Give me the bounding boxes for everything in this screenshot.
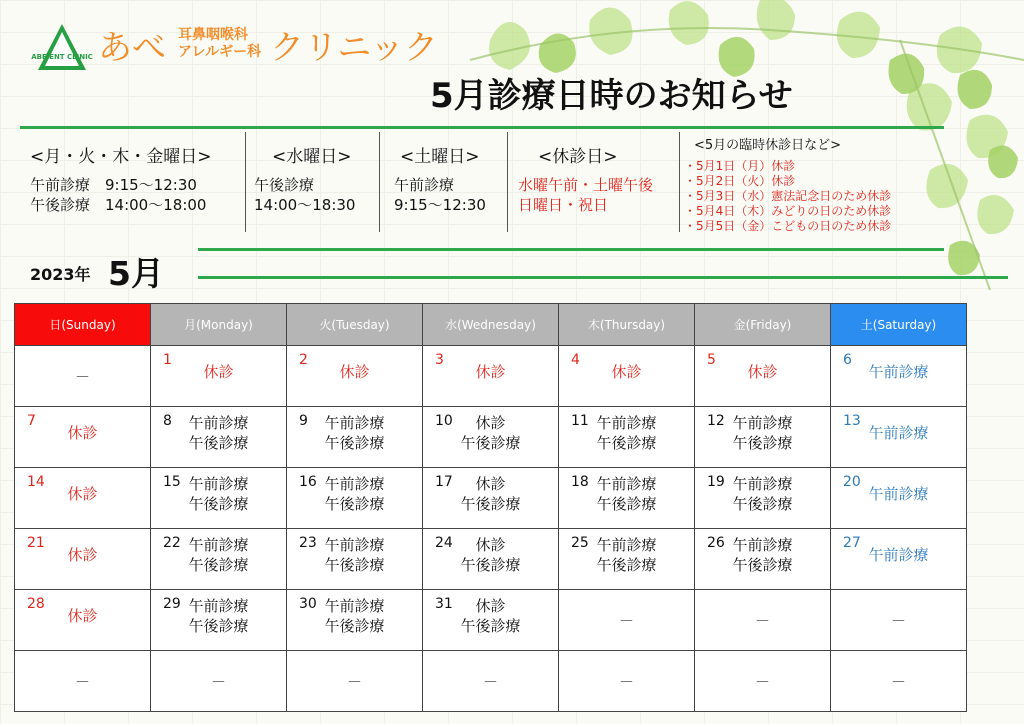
clinic-status: 休診 午後診療 [460, 597, 521, 635]
day-number: 14 [27, 474, 45, 490]
day-number: 26 [707, 535, 725, 551]
clinic-logo [31, 22, 93, 74]
calendar-day-cell [831, 407, 967, 468]
day-number: 20 [843, 474, 861, 490]
day-number: 2 [299, 352, 308, 368]
calendar-week-row [15, 590, 967, 651]
month-label: 5月 [108, 254, 164, 293]
hours-body: 午後診療 14:00～18:30 [254, 176, 356, 214]
clinic-status: 午前診療 [868, 546, 929, 564]
notice-item: ・5月3日（水）憲法記念日のため休診 [684, 189, 892, 203]
day-number: 13 [843, 413, 861, 429]
day-number: 6 [843, 352, 852, 368]
calendar-day-cell [15, 468, 151, 529]
day-number: 29 [163, 596, 181, 612]
clinic-status: 午前診療 [868, 363, 929, 381]
calendar-day-cell [559, 407, 695, 468]
calendar-day-cell [151, 651, 287, 712]
header-tuesday: 火(Tuesday) [287, 304, 423, 346]
calendar-week-row [15, 468, 967, 529]
clinic-status: 午前診療 午後診療 [596, 414, 657, 452]
hours-heading: <水曜日> [272, 147, 352, 167]
header-saturday: 土(Saturday) [831, 304, 967, 346]
clinic-status: 午前診療 午後診療 [596, 475, 657, 513]
hours-saturday [380, 132, 508, 232]
calendar-body [15, 346, 967, 712]
calendar-day-cell [423, 590, 559, 651]
hours-heading: <月・火・木・金曜日> [30, 147, 212, 167]
clinic-status: 休診 [67, 607, 98, 625]
empty-day-dash: － [890, 673, 906, 691]
calendar-day-cell [831, 468, 967, 529]
day-number: 15 [163, 474, 181, 490]
dept-line-1: 耳鼻咽喉科 [178, 27, 248, 43]
hours-body: 午前診療 9:15～12:30 [394, 176, 486, 214]
clinic-status: 午前診療 午後診療 [732, 475, 793, 513]
calendar-day-cell [695, 651, 831, 712]
day-number: 16 [299, 474, 317, 490]
day-number: 24 [435, 535, 453, 551]
notice-item: ・5月4日（木）みどりの日のため休診 [684, 204, 892, 218]
clinic-name-clinic: クリニック [270, 28, 438, 68]
day-number: 5 [707, 352, 716, 368]
day-number: 22 [163, 535, 181, 551]
hours-heading: <土曜日> [400, 147, 480, 167]
calendar-day-cell [151, 590, 287, 651]
clinic-status: 休診 [67, 424, 98, 442]
calendar-week-row [15, 346, 967, 407]
month-rule [198, 276, 1008, 279]
calendar-day-cell [287, 651, 423, 712]
year-label: 2023年 [30, 265, 91, 284]
calendar-day-cell [151, 468, 287, 529]
calendar-day-cell [559, 529, 695, 590]
clinic-status: 午前診療 午後診療 [188, 536, 249, 574]
clinic-status: 休診 午後診療 [460, 414, 521, 452]
clinic-status: 休診 [747, 363, 778, 381]
day-number: 27 [843, 535, 861, 551]
day-number: 4 [571, 352, 580, 368]
calendar-day-cell [15, 346, 151, 407]
calendar-day-cell [151, 346, 287, 407]
calendar-day-cell [287, 346, 423, 407]
clinic-status: 休診 午後診療 [460, 475, 521, 513]
calendar-day-cell [559, 346, 695, 407]
clinic-status: 午前診療 午後診療 [324, 536, 385, 574]
empty-day-dash: － [74, 673, 90, 691]
clinic-status: 午前診療 午後診療 [324, 597, 385, 635]
clinic-status: 午前診療 午後診療 [732, 536, 793, 574]
calendar-day-cell [695, 346, 831, 407]
day-number: 17 [435, 474, 453, 490]
day-number: 11 [571, 413, 589, 429]
day-number: 7 [27, 413, 36, 429]
header-monday: 月(Monday) [151, 304, 287, 346]
empty-day-dash: － [482, 673, 498, 691]
hours-top-rule [20, 126, 944, 129]
calendar-day-cell [831, 346, 967, 407]
clinic-status: 午前診療 午後診療 [324, 475, 385, 513]
calendar-day-cell [15, 407, 151, 468]
day-number: 18 [571, 474, 589, 490]
day-number: 3 [435, 352, 444, 368]
day-number: 10 [435, 413, 453, 429]
clinic-status: 休診 [475, 363, 506, 381]
day-number: 31 [435, 596, 453, 612]
clinic-status: 午前診療 午後診療 [596, 536, 657, 574]
calendar-day-cell [559, 590, 695, 651]
hours-weekday [20, 132, 246, 232]
calendar-table [14, 303, 967, 712]
temporary-closure-notice [684, 134, 944, 234]
clinic-status: 午前診療 [868, 485, 929, 503]
clinic-status: 午前診療 午後診療 [188, 475, 249, 513]
empty-day-dash: － [890, 612, 906, 630]
clinic-status: 休診 [203, 363, 234, 381]
calendar-day-cell [831, 651, 967, 712]
hours-heading: <休診日> [538, 147, 618, 167]
hours-body: 午前診療 9:15～12:30 午後診療 14:00～18:00 [30, 176, 207, 214]
day-number: 9 [299, 413, 308, 429]
notice-item: ・5月2日（火）休診 [684, 174, 796, 188]
clinic-status: 午前診療 午後診療 [732, 414, 793, 452]
notice-list [684, 159, 944, 234]
day-number: 28 [27, 596, 45, 612]
clinic-status: 休診 [67, 546, 98, 564]
day-number: 1 [163, 352, 172, 368]
calendar-day-cell [287, 590, 423, 651]
hours-closed-days [508, 132, 680, 232]
day-number: 21 [27, 535, 45, 551]
calendar-day-cell [695, 407, 831, 468]
empty-day-dash: － [754, 673, 770, 691]
calendar-day-cell [15, 590, 151, 651]
clinic-status: 午前診療 午後診療 [188, 597, 249, 635]
logo-text: ABE ENT CLINIC [31, 53, 93, 61]
empty-day-dash: － [74, 368, 90, 386]
empty-day-dash: － [754, 612, 770, 630]
calendar-day-cell [559, 468, 695, 529]
calendar-day-cell [695, 529, 831, 590]
notice-heading: <5月の臨時休診日など> [694, 138, 842, 153]
dept-line-2: アレルギー科 [178, 44, 262, 60]
header-friday: 金(Friday) [695, 304, 831, 346]
calendar-day-cell [287, 468, 423, 529]
calendar-day-cell [15, 529, 151, 590]
header-thursday: 木(Thursday) [559, 304, 695, 346]
clinic-name-kana: あべ [98, 28, 166, 68]
calendar-header-row [15, 304, 967, 346]
day-number: 8 [163, 413, 172, 429]
calendar-day-cell [423, 346, 559, 407]
page-title: 5月診療日時のお知らせ [430, 76, 793, 116]
calendar-week-row [15, 529, 967, 590]
empty-day-dash: － [210, 673, 226, 691]
calendar-day-cell [15, 651, 151, 712]
calendar-day-cell [831, 529, 967, 590]
calendar-day-cell [423, 468, 559, 529]
header-sunday: 日(Sunday) [15, 304, 151, 346]
calendar-day-cell [695, 590, 831, 651]
hours-body: 水曜午前・土曜午後 日曜日・祝日 [518, 176, 654, 214]
clinic-status: 休診 [339, 363, 370, 381]
day-number: 30 [299, 596, 317, 612]
clinic-status: 午前診療 午後診療 [324, 414, 385, 452]
empty-day-dash: － [346, 673, 362, 691]
day-number: 23 [299, 535, 317, 551]
clinic-status: 午前診療 午後診療 [188, 414, 249, 452]
clinic-status: 午前診療 [868, 424, 929, 442]
calendar-day-cell [287, 529, 423, 590]
calendar-day-cell [423, 529, 559, 590]
hours-wednesday [246, 132, 380, 232]
notice-item: ・5月5日（金）こどもの日のため休診 [684, 219, 892, 233]
calendar-day-cell [559, 651, 695, 712]
empty-day-dash: － [618, 612, 634, 630]
calendar-day-cell [423, 651, 559, 712]
clinic-departments [178, 27, 261, 61]
calendar-day-cell [695, 468, 831, 529]
day-number: 25 [571, 535, 589, 551]
calendar-day-cell [287, 407, 423, 468]
clinic-status: 休診 午後診療 [460, 536, 521, 574]
calendar-week-row [15, 651, 967, 712]
calendar-day-cell [423, 407, 559, 468]
day-number: 12 [707, 413, 725, 429]
calendar-day-cell [151, 407, 287, 468]
calendar-week-row [15, 407, 967, 468]
hours-bottom-rule [198, 248, 944, 251]
notice-item: ・5月1日（月）休診 [684, 159, 796, 173]
clinic-status: 休診 [611, 363, 642, 381]
clinic-status: 休診 [67, 485, 98, 503]
day-number: 19 [707, 474, 725, 490]
header-wednesday: 水(Wednesday) [423, 304, 559, 346]
calendar-day-cell [831, 590, 967, 651]
calendar-day-cell [151, 529, 287, 590]
empty-day-dash: － [618, 673, 634, 691]
